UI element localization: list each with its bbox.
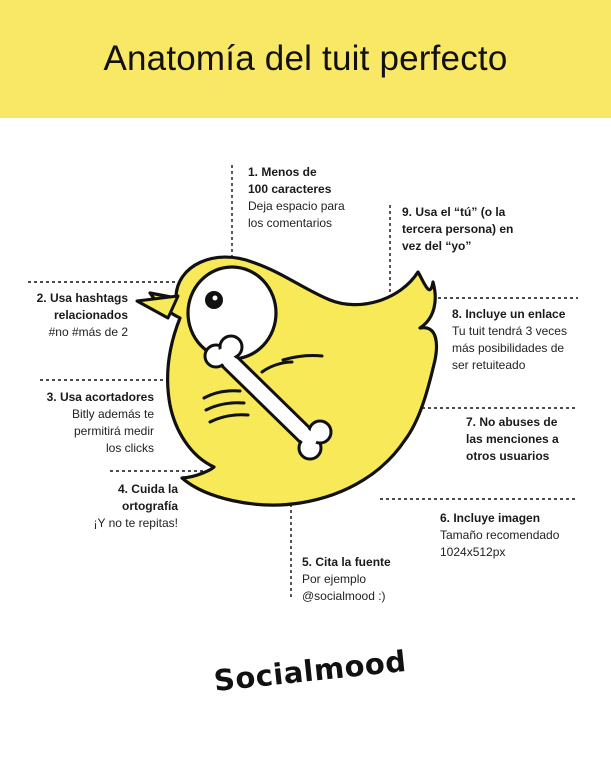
callout-9-title: 9. Usa el “tú” (o la tercera persona) en vez del “yo” <box>402 205 514 253</box>
callout-7-title: 7. No abuses de las menciones a otros usuarios <box>466 415 559 463</box>
bird-pupil-shine <box>213 296 218 301</box>
page-title: Anatomía del tuit perfecto <box>103 39 508 78</box>
callout-4-desc: ¡Y no te repitas! <box>93 516 178 530</box>
callout-7 <box>466 414 586 465</box>
callout-4-title: 4. Cuida la ortografía <box>117 482 178 513</box>
callout-4 <box>60 481 178 532</box>
callout-8-title: 8. Incluye un enlace <box>452 307 566 321</box>
callout-2-desc: #no #más de 2 <box>48 325 128 339</box>
callout-3 <box>18 389 154 457</box>
callout-1 <box>248 164 388 232</box>
callout-6-desc: Tamaño recomendado 1024x512px <box>440 528 560 559</box>
callout-5-desc: Por ejemplo @socialmood :) <box>302 572 386 603</box>
callout-5-title: 5. Cita la fuente <box>302 555 391 569</box>
callout-2-title: 2. Usa hashtags relacionados <box>36 291 128 322</box>
callout-1-desc: Deja espacio para los comentarios <box>248 199 345 230</box>
bird-illustration <box>137 257 436 505</box>
callout-5 <box>302 554 432 605</box>
callout-3-desc: Bitly además te permitirá medir los clicks <box>71 407 154 455</box>
callout-2 <box>8 290 128 341</box>
socialmood-logo: Socialmood <box>212 643 408 698</box>
callout-8-desc: Tu tuit tendrá 3 veces más posibilidades de ser retuiteado <box>452 324 567 372</box>
callout-8 <box>452 306 602 374</box>
callout-6-title: 6. Incluye imagen <box>440 511 541 525</box>
callout-3-title: 3. Usa acortadores <box>46 390 154 404</box>
callout-9 <box>402 204 542 255</box>
callout-1-title: 1. Menos de 100 caracteres <box>248 165 332 196</box>
callout-6 <box>440 510 590 561</box>
